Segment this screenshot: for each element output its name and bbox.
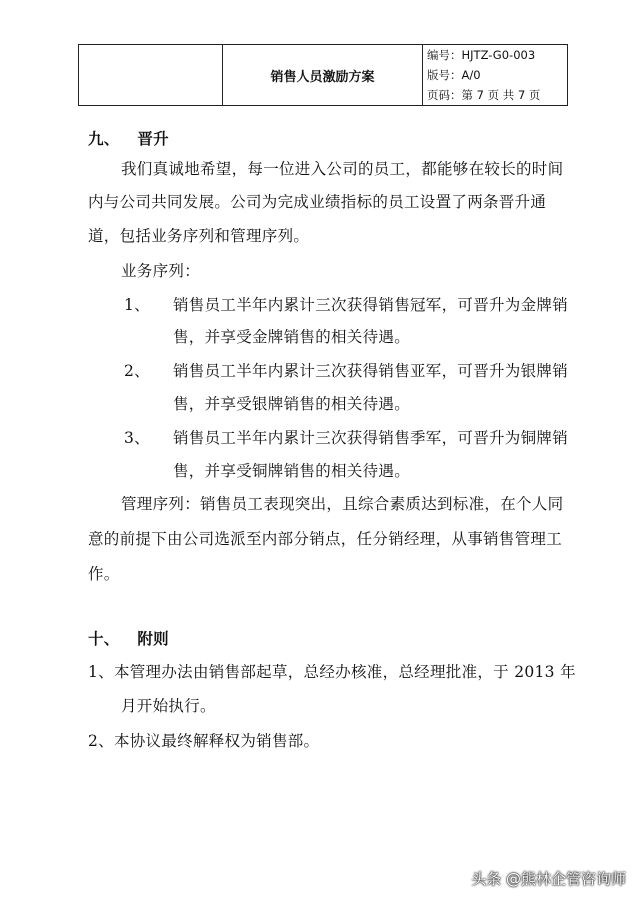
section9-title: 晋升: [137, 130, 169, 148]
management-sequence-line-1: 管理序列：销售员工表现突出，且综合素质达到标准，在个人同: [121, 495, 564, 513]
watermark: 头条 @熊林企管咨询师: [471, 870, 626, 888]
management-sequence-line-3: 作。: [88, 565, 120, 583]
page-number: 页码：第 7 页 共 7 页: [427, 88, 541, 102]
section9-number: 九、: [88, 130, 120, 148]
list-item-1-line-2: 售，并享受金牌销售的相关待遇。: [173, 328, 411, 346]
list-item-2-number: 2、: [124, 362, 150, 380]
list-item-2-line-1: 销售员工半年内累计三次获得销售亚军，可晋升为银牌销: [173, 362, 569, 380]
header-meta-cell: [423, 45, 568, 106]
section9-para-line-1: 我们真诚地希望，每一位进入公司的员工，都能够在较长的时间: [121, 160, 564, 178]
document-title: 销售人员激励方案: [223, 45, 423, 106]
list-item-1-number: 1、: [124, 296, 150, 314]
list-item-3-number: 3、: [124, 429, 150, 447]
appendix-item-1-line-1: 1、本管理办法由销售部起草，总经办核准，总经理批准，于 2013 年: [88, 663, 576, 681]
document-code: 编号：HJTZ-G0-003: [427, 48, 536, 62]
document-header: [78, 44, 568, 106]
list-item-2-line-2: 售，并享受银牌销售的相关待遇。: [173, 395, 411, 413]
header-logo-cell: [79, 45, 223, 106]
list-item-3-line-2: 售，并享受铜牌销售的相关待遇。: [173, 462, 411, 480]
section10-title: 附则: [137, 630, 169, 648]
business-sequence-label: 业务序列：: [121, 262, 201, 280]
document-version: 版号：A/0: [427, 68, 481, 82]
management-sequence-line-2: 意的前提下由公司选派至内部分销点，任分销经理，从事销售管理工: [88, 530, 563, 548]
section10-heading: [88, 627, 169, 649]
section10-number: 十、: [88, 630, 120, 648]
section9-para-line-2: 内与公司共同发展。公司为完成业绩指标的员工设置了两条晋升通: [88, 193, 547, 211]
appendix-item-2: 2、本协议最终解释权为销售部。: [88, 732, 320, 750]
section9-para-line-3: 道，包括业务序列和管理序列。: [88, 227, 310, 245]
list-item-3-line-1: 销售员工半年内累计三次获得销售季军，可晋升为铜牌销: [173, 429, 569, 447]
section9-heading: [88, 127, 169, 149]
list-item-1-line-1: 销售员工半年内累计三次获得销售冠军，可晋升为金牌销: [173, 296, 569, 314]
appendix-item-1-line-2: 月开始执行。: [121, 697, 216, 715]
